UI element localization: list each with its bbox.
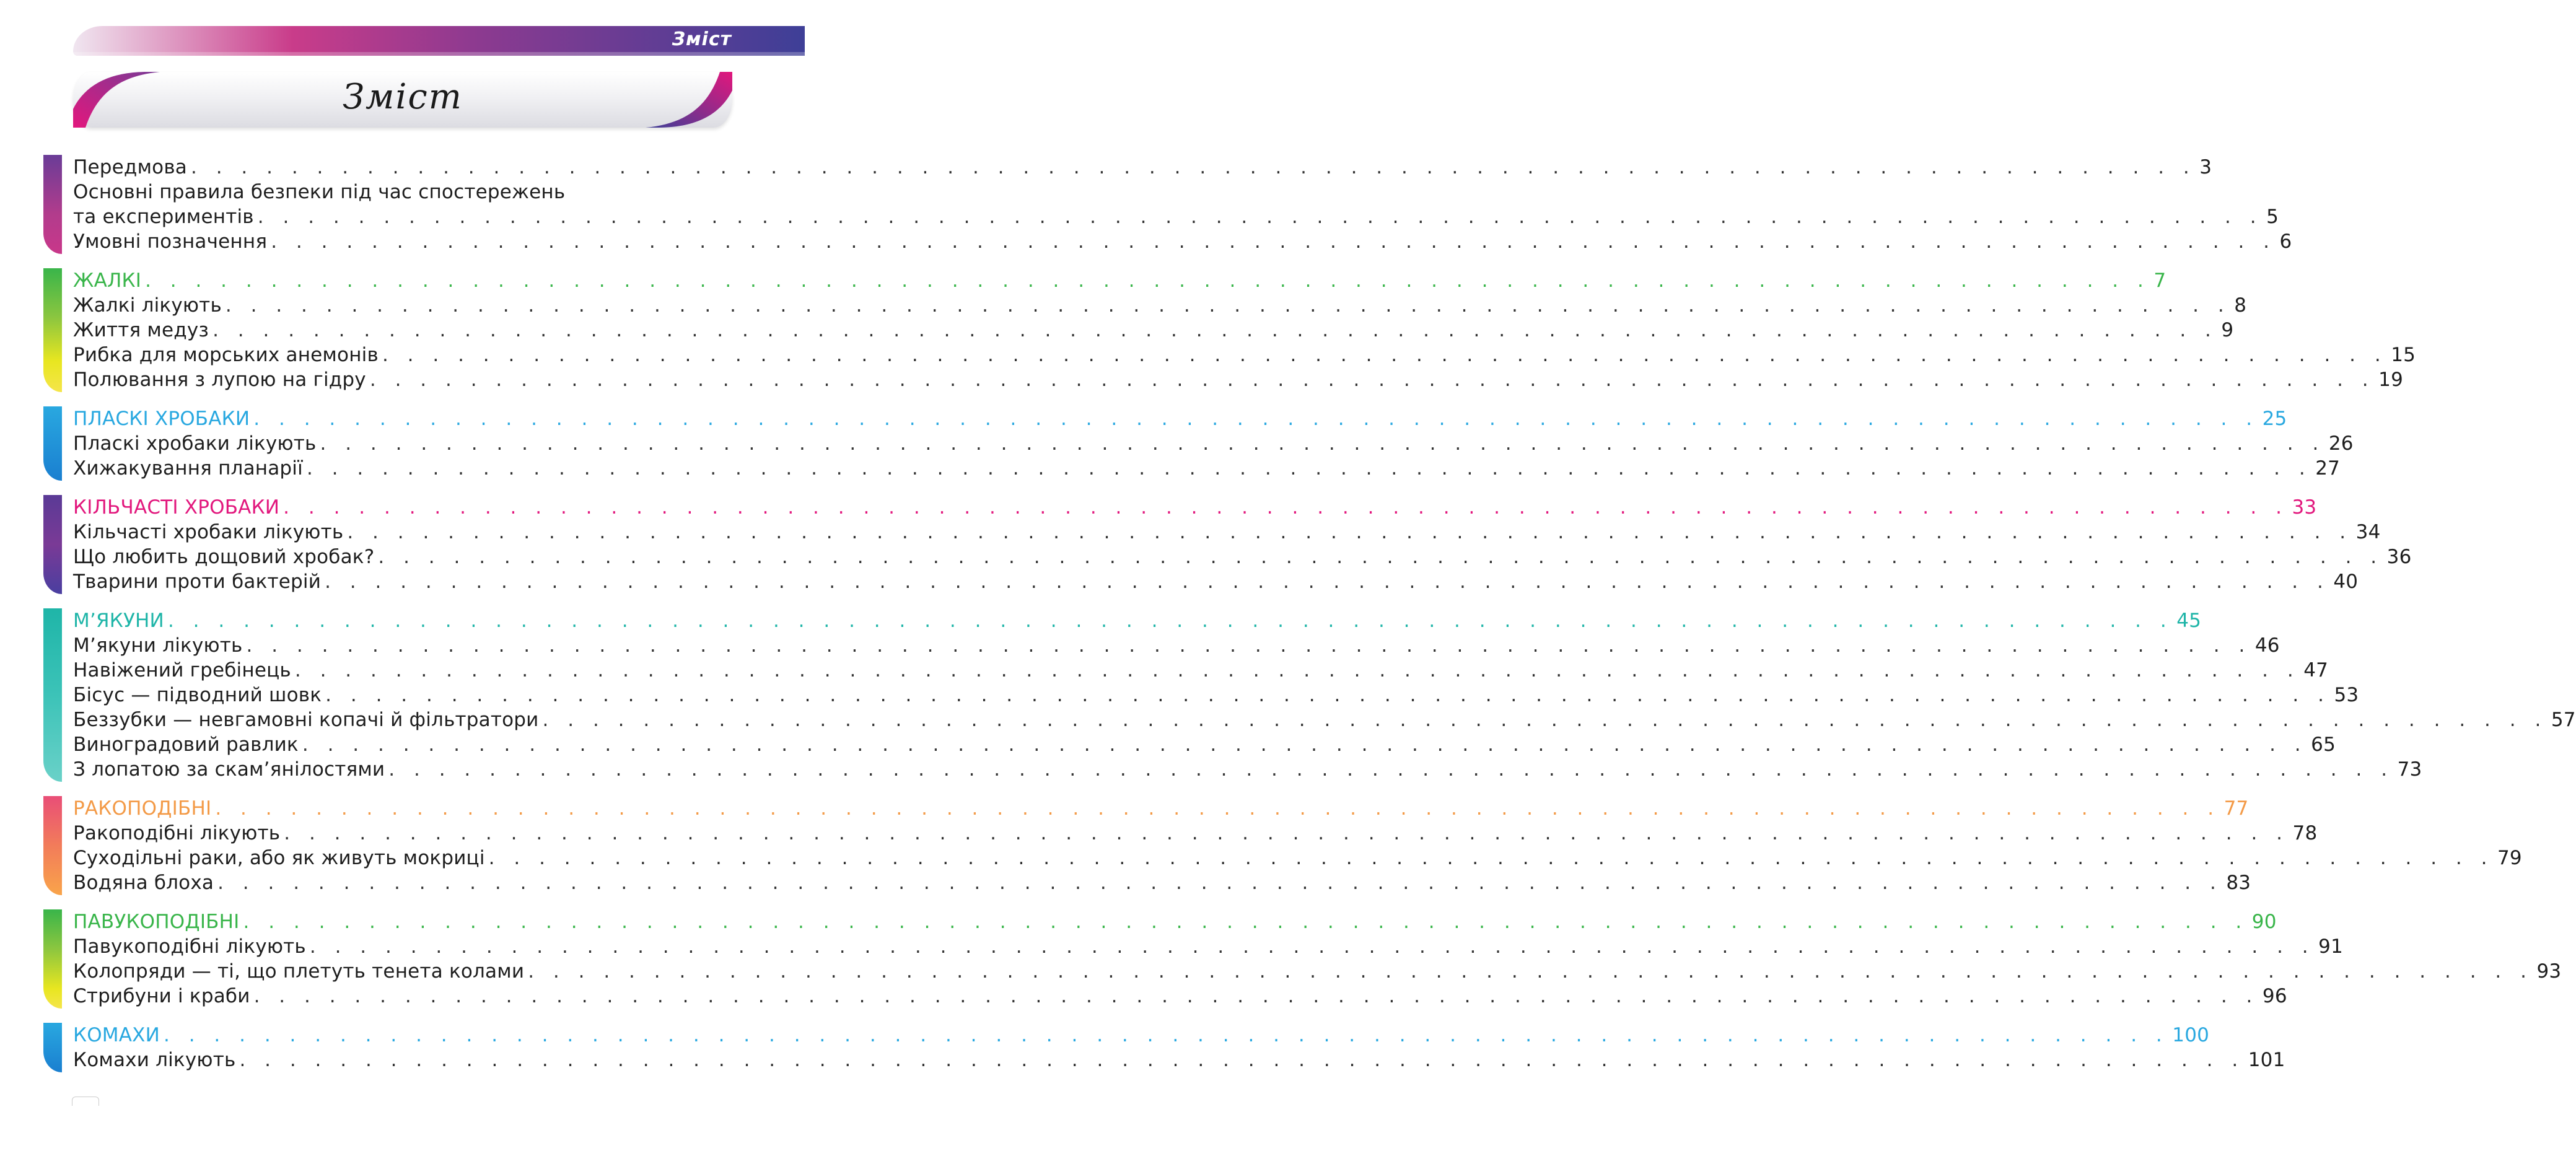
dot-leader: . . . . . . . . . . . . . . . . . . . . . . . . . . . . . . . . . . . . . . . . . . . . . . . . . . . . . . . . . . . . . . . . . . . . . . . . . . . . . . . . <box>257 206 2263 228</box>
toc-entry-title: Хижакування планарії <box>73 457 303 479</box>
toc-section-pavukopodibni <box>43 909 2562 1009</box>
toc-entry[interactable] <box>73 732 2336 757</box>
dot-leader: . . . . . . . . . . . . . . . . . . . . . . . . . . . . . . . . . . . . . . . . . . . . . . . . . . . . . . . . . . . . . . . . . . . . . . . . . . . . . . . . <box>488 847 2494 869</box>
toc-entry[interactable] <box>73 318 2234 343</box>
toc-page-number: 25 <box>2262 408 2287 430</box>
dot-leader: . . . . . . . . . . . . . . . . . . . . . . . . . . . . . . . . . . . . . . . . . . . . . . . . . . . . . . . . . . . . . . . . . . . . . . . . . . . . . . . . <box>215 797 2220 820</box>
section-color-bar <box>43 796 62 895</box>
dot-leader: . . . . . . . . . . . . . . . . . . . . . . . . . . . . . . . . . . . . . . . . . . . . . . . . . . . . . . . . . . . . . . . . . . . . . . . . . . . . . . . . <box>382 344 2388 366</box>
toc-page-number: 19 <box>2378 369 2404 391</box>
toc-entry-title: Ракоподібні лікують <box>73 822 281 844</box>
toc-entry-title: та експериментів <box>73 206 254 228</box>
dot-leader: . . . . . . . . . . . . . . . . . . . . . . . . . . . . . . . . . . . . . . . . . . . . . . . . . . . . . . . . . . . . . . . . . . . . . . . . . . . . . . . . <box>347 521 2352 543</box>
dot-leader: . . . . . . . . . . . . . . . . . . . . . . . . . . . . . . . . . . . . . . . . . . . . . . . . . . . . . . . . . . . . . . . . . . . . . . . . . . . . . . . . <box>388 758 2394 781</box>
toc-page-number: 6 <box>2279 230 2292 253</box>
toc-section-komakhy <box>43 1023 2285 1072</box>
toc-entry[interactable] <box>73 456 2341 481</box>
dot-leader: . . . . . . . . . . . . . . . . . . . . . . . . . . . . . . . . . . . . . . . . . . . . . . . . . . . . . . . . . . . . . . . . . . . . . . . . . . . . . . . . <box>284 822 2289 844</box>
toc-section-plaski <box>43 406 2354 481</box>
toc-page-number: 47 <box>2303 659 2329 681</box>
toc-entry-title: Виноградовий равлик <box>73 733 299 756</box>
toc-entry-title: Рибка для морських анемонів <box>73 344 379 366</box>
page-number-tab <box>72 1097 99 1106</box>
dot-leader: . . . . . . . . . . . . . . . . . . . . . . . . . . . . . . . . . . . . . . . . . . . . . . . . . . . . . . . . . . . . . . . . . . . . . . . . . . . . . . . . <box>302 733 2308 756</box>
toc-entry-title: Суходільні раки, або як живуть мокриці <box>73 847 485 869</box>
section-gap <box>43 782 731 796</box>
toc-entry[interactable] <box>73 180 731 204</box>
header-label: Зміст <box>672 28 732 50</box>
toc-page-number: 77 <box>2223 797 2249 820</box>
toc-entry[interactable] <box>73 293 2247 318</box>
toc-entry[interactable] <box>73 934 2344 959</box>
toc-section-heading[interactable] <box>73 608 2202 633</box>
toc-entry[interactable] <box>73 846 2522 870</box>
toc-page-number: 91 <box>2318 935 2344 958</box>
toc-entry-title: Тварини проти бактерій <box>73 571 322 593</box>
dot-leader: . . . . . . . . . . . . . . . . . . . . . . . . . . . . . . . . . . . . . . . . . . . . . . . . . . . . . . . . . . . . . . . . . . . . . . . . . . . . . . . . <box>283 496 2289 519</box>
toc-entry[interactable] <box>73 870 2251 895</box>
toc-entry-title: М’ЯКУНИ <box>73 610 164 632</box>
toc-page-number: 40 <box>2333 571 2359 593</box>
section-gap <box>43 1009 731 1023</box>
toc-page-number: 5 <box>2266 206 2279 228</box>
dot-leader: . . . . . . . . . . . . . . . . . . . . . . . . . . . . . . . . . . . . . . . . . . . . . . . . . . . . . . . . . . . . . . . . . . . . . . . . . . . . . . . . <box>246 634 2251 657</box>
toc-entry[interactable] <box>73 367 2404 392</box>
section-gap <box>43 594 731 608</box>
toc-page-number: 8 <box>2234 294 2247 317</box>
toc-page-number: 101 <box>2248 1049 2285 1071</box>
toc-page-number: 3 <box>2199 156 2212 178</box>
toc-section-kilchasti <box>43 495 2412 594</box>
section-gap <box>43 895 731 909</box>
dot-leader: . . . . . . . . . . . . . . . . . . . . . . . . . . . . . . . . . . . . . . . . . . . . . . . . . . . . . . . . . . . . . . . . . . . . . . . . . . . . . . . . <box>528 960 2533 983</box>
toc-entry-title: М’якуни лікують <box>73 634 243 657</box>
toc-entry[interactable] <box>73 204 2279 229</box>
toc-entry-title: З лопатою за скам’янілостями <box>73 758 385 781</box>
section-gap <box>43 392 731 406</box>
toc-page-number: 57 <box>2551 709 2576 731</box>
toc-section-heading[interactable] <box>73 495 2317 520</box>
toc-entry-title: Пласкі хробаки лікують <box>73 432 317 455</box>
toc-entry[interactable] <box>73 343 2416 367</box>
dot-leader: . . . . . . . . . . . . . . . . . . . . . . . . . . . . . . . . . . . . . . . . . . . . . . . . . . . . . . . . . . . . . . . . . . . . . . . . . . . . . . . . <box>145 269 2150 292</box>
toc-entry[interactable] <box>73 520 2381 545</box>
toc-entry-title: КОМАХИ <box>73 1024 160 1046</box>
toc-page-number: 53 <box>2334 684 2359 706</box>
toc-section-heading[interactable] <box>73 268 2166 293</box>
dot-leader: . . . . . . . . . . . . . . . . . . . . . . . . . . . . . . . . . . . . . . . . . . . . . . . . . . . . . . . . . . . . . . . . . . . . . . . . . . . . . . . . <box>309 935 2315 958</box>
toc-entry[interactable] <box>73 959 2562 984</box>
toc-page-number: 93 <box>2536 960 2562 983</box>
toc-section-rakopodibni <box>43 796 2522 895</box>
section-color-bar <box>43 1023 62 1072</box>
toc-entry-title: Колопряди — ті, що плетуть тенета колами <box>73 960 525 983</box>
toc-entry[interactable] <box>73 431 2354 456</box>
toc-entry-title: Комахи лікують <box>73 1049 236 1071</box>
toc-entry[interactable] <box>73 569 2359 594</box>
dot-leader: . . . . . . . . . . . . . . . . . . . . . . . . . . . . . . . . . . . . . . . . . . . . . . . . . . . . . . . . . . . . . . . . . . . . . . . . . . . . . . . . <box>225 294 2231 317</box>
toc-entry-title: РАКОПОДІБНІ <box>73 797 212 820</box>
toc-entry-title: Беззубки — невгамовні копачі й фільтратори <box>73 709 539 731</box>
page-title: Зміст <box>343 77 463 117</box>
toc-page-number: 9 <box>2221 319 2234 341</box>
dot-leader: . . . . . . . . . . . . . . . . . . . . . . . . . . . . . . . . . . . . . . . . . . . . . . . . . . . . . . . . . . . . . . . . . . . . . . . . . . . . . . . . <box>271 230 2276 253</box>
dot-leader: . . . . . . . . . . . . . . . . . . . . . . . . . . . . . . . . . . . . . . . . . . . . . . . . . . . . . . . . . . . . . . . . . . . . . . . . . . . . . . . . <box>369 369 2375 391</box>
toc-page-number: 65 <box>2311 733 2336 756</box>
dot-leader: . . . . . . . . . . . . . . . . . . . . . . . . . . . . . . . . . . . . . . . . . . . . . . . . . . . . . . . . . . . . . . . . . . . . . . . . . . . . . . . . <box>325 571 2330 593</box>
toc-page-number: 79 <box>2497 847 2522 869</box>
toc-page-number: 33 <box>2292 496 2317 519</box>
toc-page-number: 27 <box>2315 457 2341 479</box>
toc-entry[interactable] <box>73 757 2422 782</box>
toc-section-heading[interactable] <box>73 796 2249 821</box>
toc-page-number: 26 <box>2328 432 2354 455</box>
section-gap <box>43 254 731 268</box>
toc-entry[interactable] <box>73 707 2576 732</box>
toc-page-number: 46 <box>2254 634 2280 657</box>
toc-section-heading[interactable] <box>73 406 2287 431</box>
toc-page-number: 83 <box>2226 872 2251 894</box>
toc-entry[interactable] <box>73 545 2412 569</box>
section-color-bar <box>43 495 62 594</box>
section-color-bar <box>43 909 62 1009</box>
section-color-bar <box>43 608 62 782</box>
toc-page-number: 36 <box>2386 546 2412 568</box>
dot-leader: . . . . . . . . . . . . . . . . . . . . . . . . . . . . . . . . . . . . . . . . . . . . . . . . . . . . . . . . . . . . . . . . . . . . . . . . . . . . . . . . <box>320 432 2325 455</box>
toc-section-heading[interactable] <box>73 909 2277 934</box>
dot-leader: . . . . . . . . . . . . . . . . . . . . . . . . . . . . . . . . . . . . . . . . . . . . . . . . . . . . . . . . . . . . . . . . . . . . . . . . . . . . . . . . <box>217 872 2223 894</box>
toc-page-number: 7 <box>2153 269 2166 292</box>
dot-leader: . . . . . . . . . . . . . . . . . . . . . . . . . . . . . . . . . . . . . . . . . . . . . . . . . . . . . . . . . . . . . . . . . . . . . . . . . . . . . . . . <box>212 319 2218 341</box>
dot-leader: . . . . . . . . . . . . . . . . . . . . . . . . . . . . . . . . . . . . . . . . . . . . . . . . . . . . . . . . . . . . . . . . . . . . . . . . . . . . . . . . <box>542 709 2548 731</box>
toc-entry-title: КІЛЬЧАСТІ ХРОБАКИ <box>73 496 280 519</box>
toc-entry[interactable] <box>73 1048 2285 1072</box>
section-color-bar <box>43 268 62 392</box>
toc-page-number: 34 <box>2355 521 2381 543</box>
toc-entry-title: Водяна блоха <box>73 872 214 894</box>
toc-section-intro <box>43 155 2292 254</box>
toc-entry[interactable] <box>73 633 2280 658</box>
section-color-bar <box>43 406 62 481</box>
toc-entry-title: Умовні позначення <box>73 230 268 253</box>
toc-entry-title: Життя медуз <box>73 319 209 341</box>
toc-page-number: 96 <box>2262 985 2287 1007</box>
title-banner <box>73 72 732 128</box>
dot-leader: . . . . . . . . . . . . . . . . . . . . . . . . . . . . . . . . . . . . . . . . . . . . . . . . . . . . . . . . . . . . . . . . . . . . . . . . . . . . . . . . <box>325 684 2331 706</box>
dot-leader: . . . . . . . . . . . . . . . . . . . . . . . . . . . . . . . . . . . . . . . . . . . . . . . . . . . . . . . . . . . . . . . . . . . . . . . . . . . . . . . . <box>294 659 2300 681</box>
toc-entry-title: Стрибуни і краби <box>73 985 250 1007</box>
toc-entry[interactable] <box>73 683 2359 707</box>
toc-entry-title: Павукоподібні лікують <box>73 935 306 958</box>
toc-entry-title: Навіжений гребінець <box>73 659 291 681</box>
toc-entry-title: Жалкі лікують <box>73 294 222 317</box>
toc-entry-title: Основні правила безпеки під час спостережень <box>73 181 566 203</box>
toc-entry[interactable] <box>73 821 2318 846</box>
dot-leader: . . . . . . . . . . . . . . . . . . . . . . . . . . . . . . . . . . . . . . . . . . . . . . . . . . . . . . . . . . . . . . . . . . . . . . . . . . . . . . . . <box>164 1024 2169 1046</box>
toc-entry-title: Передмова <box>73 156 187 178</box>
toc-page-number: 45 <box>2176 610 2202 632</box>
dot-leader: . . . . . . . . . . . . . . . . . . . . . . . . . . . . . . . . . . . . . . . . . . . . . . . . . . . . . . . . . . . . . . . . . . . . . . . . . . . . . . . . <box>253 408 2259 430</box>
toc-page-number: 73 <box>2397 758 2422 781</box>
section-gap <box>43 481 731 495</box>
dot-leader: . . . . . . . . . . . . . . . . . . . . . . . . . . . . . . . . . . . . . . . . . . . . . . . . . . . . . . . . . . . . . . . . . . . . . . . . . . . . . . . . <box>191 156 2196 178</box>
dot-leader: . . . . . . . . . . . . . . . . . . . . . . . . . . . . . . . . . . . . . . . . . . . . . . . . . . . . . . . . . . . . . . . . . . . . . . . . . . . . . . . . <box>243 911 2248 933</box>
toc-entry-title: Полювання з лупою на гідру <box>73 369 366 391</box>
dot-leader: . . . . . . . . . . . . . . . . . . . . . . . . . . . . . . . . . . . . . . . . . . . . . . . . . . . . . . . . . . . . . . . . . . . . . . . . . . . . . . . . <box>378 546 2383 568</box>
toc-entry-title: Бісус — підводний шовк <box>73 684 322 706</box>
dot-leader: . . . . . . . . . . . . . . . . . . . . . . . . . . . . . . . . . . . . . . . . . . . . . . . . . . . . . . . . . . . . . . . . . . . . . . . . . . . . . . . . <box>239 1049 2245 1071</box>
toc-entry[interactable] <box>73 984 2287 1009</box>
toc-entry[interactable] <box>73 155 2212 180</box>
toc-section-miakuny <box>43 608 2576 782</box>
toc-entry[interactable] <box>73 229 2292 254</box>
toc-entry-title: ПАВУКОПОДІБНІ <box>73 911 240 933</box>
toc-entry-title: Кільчасті хробаки лікують <box>73 521 344 543</box>
dot-leader: . . . . . . . . . . . . . . . . . . . . . . . . . . . . . . . . . . . . . . . . . . . . . . . . . . . . . . . . . . . . . . . . . . . . . . . . . . . . . . . . <box>306 457 2312 479</box>
dot-leader: . . . . . . . . . . . . . . . . . . . . . . . . . . . . . . . . . . . . . . . . . . . . . . . . . . . . . . . . . . . . . . . . . . . . . . . . . . . . . . . . <box>253 985 2259 1007</box>
toc-entry[interactable] <box>73 658 2329 683</box>
toc-entry-title: ЖАЛКІ <box>73 269 142 292</box>
section-color-bar <box>43 155 62 254</box>
dot-leader: . . . . . . . . . . . . . . . . . . . . . . . . . . . . . . . . . . . . . . . . . . . . . . . . . . . . . . . . . . . . . . . . . . . . . . . . . . . . . . . . <box>167 610 2173 632</box>
toc-section-zhalki <box>43 268 2416 392</box>
toc-entry-title: ПЛАСКІ ХРОБАКИ <box>73 408 250 430</box>
toc-page-number: 78 <box>2292 822 2318 844</box>
toc-section-heading[interactable] <box>73 1023 2210 1048</box>
table-of-contents <box>43 155 2576 1072</box>
toc-page-number: 90 <box>2251 911 2277 933</box>
toc-page-number: 100 <box>2172 1024 2210 1046</box>
toc-entry-title: Що любить дощовий хробак? <box>73 546 375 568</box>
toc-page-number: 15 <box>2391 344 2416 366</box>
